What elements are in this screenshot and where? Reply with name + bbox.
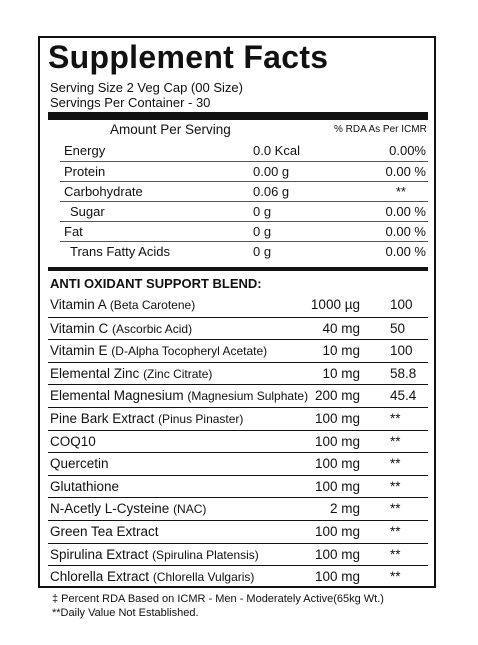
ingredient-name: [50, 343, 267, 358]
footnote-daily-value: **Daily Value Not Established.: [52, 607, 199, 619]
ingredient-name: [50, 434, 96, 449]
ingredient-source: (NAC): [173, 502, 207, 517]
ingredient-main-name: N-Acetly L-Cysteine: [50, 501, 170, 517]
nutrient-name: Sugar: [70, 204, 105, 219]
ingredient-amount: 100 mg: [314, 456, 360, 472]
ingredient-name: [50, 547, 259, 562]
ingredient-name: [50, 456, 109, 471]
ingredient-name: [50, 569, 254, 584]
ingredient-name: [50, 366, 212, 381]
nutrient-rda-percent: 0.00 %: [385, 204, 426, 219]
ingredient-amount: 200 mg: [314, 388, 360, 404]
nutrition-row: [60, 181, 428, 202]
ingredient-main-name: Chlorella Extract: [50, 569, 150, 585]
nutrition-row: [60, 221, 428, 242]
ingredient-rda-percent: 58.8: [390, 365, 417, 381]
ingredient-name: [50, 321, 192, 336]
ingredient-amount: 100 mg: [314, 569, 360, 585]
nutrient-rda-percent: 0.00 %: [385, 164, 426, 179]
blend-heading: ANTI OXIDANT SUPPORT BLEND:: [50, 276, 262, 291]
nutrient-amount: 0 g: [253, 244, 272, 259]
ingredient-name: [50, 388, 308, 403]
ingredient-source: (Ascorbic Acid): [112, 321, 193, 336]
ingredient-amount: 100 mg: [314, 433, 360, 449]
ingredient-main-name: Elemental Magnesium: [50, 388, 184, 404]
nutrition-row: [60, 161, 428, 182]
ingredient-amount: 100 mg: [314, 524, 360, 539]
ingredient-row: [48, 317, 428, 341]
nutrient-rda-percent: 0.00 %: [385, 244, 426, 259]
nutrient-name: Fat: [64, 224, 83, 239]
ingredient-source: (Pinus Pinaster): [158, 412, 244, 426]
nutrient-amount: 0 g: [253, 224, 272, 239]
nutrient-amount: 0.00 g: [253, 164, 290, 179]
nutrient-amount: 0.06 g: [253, 184, 290, 199]
nutrition-row: [60, 241, 428, 262]
ingredient-rda-percent: **: [390, 546, 401, 562]
ingredient-row: [48, 565, 428, 589]
ingredient-main-name: Pine Bark Extract: [50, 411, 155, 426]
ingredient-row: [48, 543, 428, 567]
ingredient-amount: 100 mg: [314, 546, 360, 562]
ingredient-source: (Beta Carotene): [109, 298, 196, 312]
amount-per-serving-header: Amount Per Serving: [110, 122, 231, 137]
nutrient-amount: 0 g: [253, 204, 272, 219]
ingredient-rda-percent: 50: [390, 320, 406, 336]
ingredient-rda-percent: **: [390, 569, 401, 585]
ingredient-row: [48, 430, 428, 454]
ingredient-main-name: Vitamin C: [50, 320, 109, 336]
ingredient-source: (Spirulina Platensis): [152, 547, 259, 562]
nutrient-name: Energy: [64, 143, 106, 158]
ingredient-rda-percent: 45.4: [390, 388, 417, 404]
ingredient-name: [50, 501, 206, 516]
ingredient-name: [50, 524, 159, 539]
ingredient-amount: 2 mg: [329, 501, 360, 517]
ingredient-source: (Chlorella Vulgaris): [152, 570, 255, 585]
ingredient-rda-percent: **: [390, 501, 401, 517]
ingredient-amount: 100 mg: [314, 478, 360, 494]
ingredient-main-name: Spirulina Extract: [50, 546, 149, 562]
rda-header: % RDA As Per ICMR: [334, 124, 427, 135]
nutrient-amount: 0.0 Kcal: [253, 143, 300, 158]
nutrient-rda-percent: 0.00 %: [385, 224, 426, 239]
ingredient-source: (Zinc Citrate): [143, 366, 213, 381]
ingredient-main-name: Quercetin: [50, 456, 109, 472]
ingredient-row: [48, 452, 428, 476]
ingredient-row: [48, 497, 428, 521]
nutrient-rda-percent: 0.00%: [389, 143, 426, 158]
nutrition-row: [60, 141, 428, 161]
ingredient-source: (Magnesium Sulphate): [187, 389, 309, 404]
ingredient-main-name: Vitamin A: [50, 297, 107, 312]
ingredient-amount: 10 mg: [322, 343, 360, 359]
ingredient-amount: 10 mg: [322, 365, 360, 381]
panel-title: Supplement Facts: [48, 39, 329, 75]
ingredient-rda-percent: **: [390, 478, 401, 494]
nutrient-name: Carbohydrate: [64, 184, 143, 199]
ingredient-row: [48, 294, 428, 317]
nutrient-name: Protein: [64, 164, 106, 179]
ingredient-row: [48, 384, 428, 408]
ingredient-main-name: Green Tea Extract: [50, 524, 159, 539]
ingredient-rda-percent: **: [390, 433, 401, 449]
ingredient-source: (D-Alpha Tocopheryl Acetate): [111, 344, 268, 359]
nutrient-name: Trans Fatty Acids: [70, 244, 170, 259]
thick-divider: [48, 112, 428, 120]
servings-per-container: Servings Per Container - 30: [50, 95, 211, 110]
ingredient-main-name: Elemental Zinc: [50, 365, 140, 381]
ingredient-main-name: COQ10: [50, 433, 96, 449]
ingredient-rda-percent: 100: [390, 297, 413, 312]
ingredient-row: [48, 475, 428, 499]
ingredient-row: [48, 339, 428, 363]
supplement-facts-panel: [38, 36, 436, 588]
nutrient-rda-percent: **: [395, 184, 406, 199]
ingredient-rda-percent: 100: [390, 343, 413, 359]
ingredient-row: [48, 362, 428, 386]
ingredient-amount: 100 mg: [314, 411, 360, 426]
ingredient-rda-percent: **: [390, 411, 401, 426]
ingredient-main-name: Glutathione: [50, 478, 120, 494]
ingredient-main-name: Vitamin E: [50, 343, 108, 359]
ingredient-name: [50, 411, 243, 426]
ingredient-rda-percent: **: [390, 456, 401, 472]
blend-divider: [48, 267, 428, 271]
ingredient-row: [48, 407, 428, 431]
ingredient-name: [50, 479, 119, 494]
nutrition-row: [60, 201, 428, 222]
ingredient-amount: 1000 µg: [310, 297, 360, 312]
serving-size: Serving Size 2 Veg Cap (00 Size): [50, 80, 243, 95]
ingredient-row: [48, 520, 428, 544]
footnote-rda: ‡ Percent RDA Based on ICMR - Men - Moderately Active(65kg Wt.): [52, 593, 384, 605]
ingredient-name: [50, 297, 195, 312]
ingredient-rda-percent: **: [390, 524, 401, 539]
ingredient-amount: 40 mg: [322, 320, 360, 336]
